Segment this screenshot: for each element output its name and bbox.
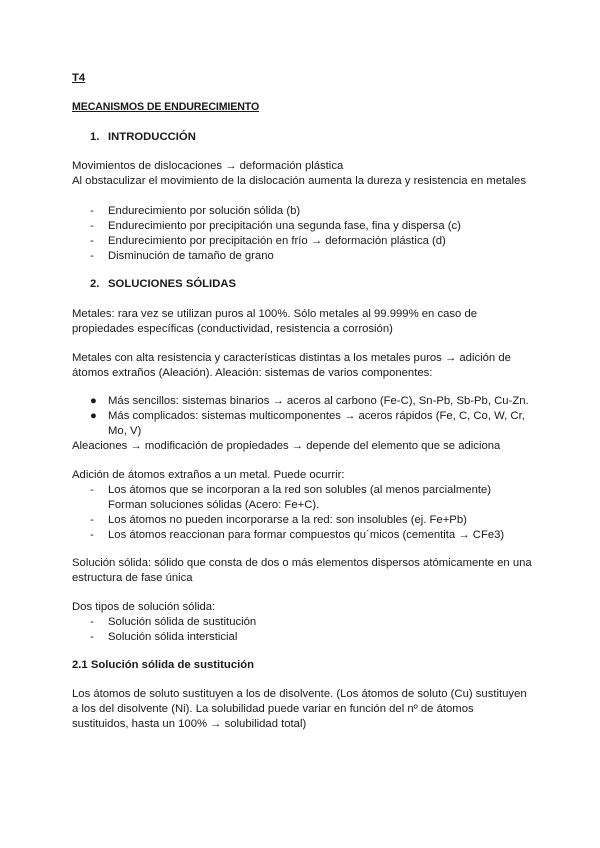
- dash-marker: -: [90, 220, 94, 232]
- paragraph-alloys: Metales con alta resistencia y características distintas a los metales puros → adición de átomos extraños (Aleación). Aleación: sistemas de varios componentes:: [72, 352, 511, 379]
- dash-marker: -: [90, 205, 94, 217]
- section-1-number: 1.: [90, 131, 100, 143]
- dash-marker: -: [90, 250, 94, 262]
- paragraph-foreign-atoms: Adición de átomos extraños a un metal. Puede ocurrir:: [72, 469, 345, 481]
- list-item-text: Los átomos reaccionan para formar compuestos qu´micos (cementita → CFe3): [108, 529, 505, 541]
- list-item-text: Más sencillos: sistemas binarios → aceros al carbono (Fe-C), Sn-Pb, Sb-Pb, Cu-Zn.: [108, 395, 529, 407]
- paragraph-two-types: Dos tipos de solución sólida:: [72, 601, 216, 613]
- list-item-text: Los átomos que se incorporan a la red son solubles (al menos parcialmente) Forman soluciones sólidas (Acero: Fe+C).: [108, 484, 492, 511]
- section-1-heading: [90, 130, 196, 145]
- list-item: [90, 409, 530, 439]
- intro-line-1: Movimientos de dislocaciones → deformación plástica: [72, 160, 344, 172]
- foreign-atoms-list: [90, 483, 530, 543]
- bullet-marker: ●: [90, 395, 97, 407]
- paragraph-metals: Metales: rara vez se utilizan puros al 100%. Sólo metales al 99.999% en caso de propiedades específicas (conductividad, resistencia a corrosión): [72, 308, 478, 335]
- list-item-text: Más complicados: sistemas multicomponentes → aceros rápidos (Fe, C, Co, W, Cr, Mo, V): [108, 410, 525, 437]
- section-1-title: INTRODUCCIÓN: [108, 131, 196, 143]
- list-item: [90, 204, 530, 219]
- paragraph-solid-solution: Solución sólida: sólido que consta de dos o más elementos dispersos atómicamente en una estructura de fase única: [72, 557, 532, 584]
- alloy-systems-list: [90, 394, 530, 439]
- section-2-number: 2.: [90, 278, 100, 290]
- paragraph-alloy-properties: Aleaciones → modificación de propiedades → depende del elemento que se adiciona: [72, 440, 501, 452]
- list-item-text: Endurecimiento por solución sólida (b): [108, 205, 301, 217]
- main-title: MECANISMOS DE ENDURECIMIENTO: [72, 101, 260, 113]
- list-item: [90, 394, 530, 409]
- list-item-text: Solución sólida intersticial: [108, 631, 238, 643]
- list-item: [90, 483, 530, 513]
- list-item-text: Endurecimiento por precipitación una segunda fase, fina y dispersa (c): [108, 220, 461, 232]
- list-item: [90, 234, 530, 249]
- dash-marker: -: [90, 235, 94, 247]
- dash-marker: -: [90, 484, 94, 496]
- dash-marker: -: [90, 514, 94, 526]
- dash-marker: -: [90, 616, 94, 628]
- doc-code: T4: [72, 72, 86, 84]
- bullet-marker: ●: [90, 410, 97, 422]
- dash-marker: -: [90, 631, 94, 643]
- dash-marker: -: [90, 529, 94, 541]
- list-item: [90, 219, 530, 234]
- list-item-text: Solución sólida de sustitución: [108, 616, 257, 628]
- list-item: [90, 615, 530, 630]
- list-item: [90, 528, 530, 543]
- list-item-text: Los átomos no pueden incorporarse a la red: son insolubles (ej. Fe+Pb): [108, 514, 467, 526]
- section-2-heading: [90, 277, 236, 292]
- subsection-2-1-title: 2.1 Solución sólida de sustitución: [72, 659, 255, 671]
- list-item: [90, 630, 530, 645]
- section-2-title: SOLUCIONES SÓLIDAS: [108, 278, 237, 290]
- list-item-text: Endurecimiento por precipitación en frío → deformación plástica (d): [108, 235, 446, 247]
- mechanisms-list: [90, 204, 530, 264]
- paragraph-substitution: Los átomos de soluto sustituyen a los de disolvente. (Los átomos de soluto (Cu) sustituyen a los del disolvente (Ni). La solubilidad puede variar en función del nº de átomos sustituidos, hasta un 100% → solubilidad total): [72, 688, 527, 730]
- list-item: [90, 249, 530, 264]
- solution-types-list: [90, 615, 530, 645]
- intro-line-2: Al obstaculizar el movimiento de la dislocación aumenta la dureza y resistencia en metales: [72, 175, 526, 187]
- list-item-text: Disminución de tamaño de grano: [108, 250, 274, 262]
- list-item: [90, 513, 530, 528]
